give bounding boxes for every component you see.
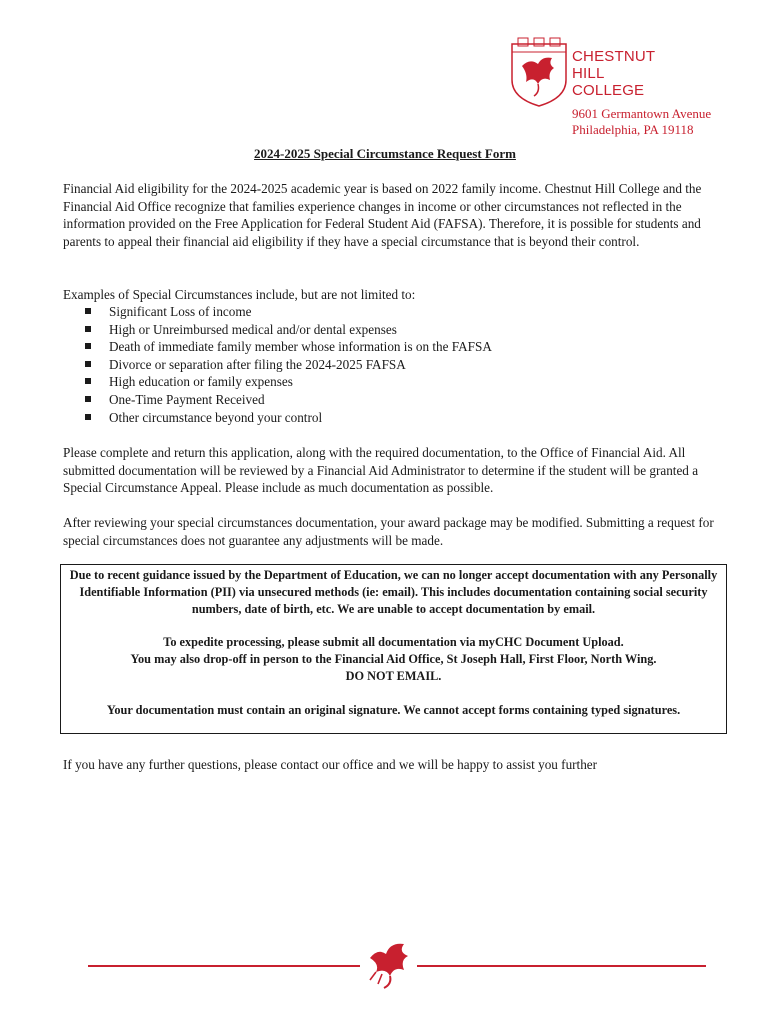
bullet-icon: [85, 378, 91, 384]
examples-list: [85, 303, 492, 426]
list-item-text: High education or family expenses: [109, 374, 293, 390]
address-line: Philadelphia, PA 19118: [572, 122, 694, 137]
list-item-text: One-Time Payment Received: [109, 391, 265, 407]
signature-requirement: Your documentation must contain an original signature. We cannot accept forms containing typed signatures.: [106, 702, 681, 717]
notice-box: [60, 564, 727, 734]
list-item-text: Divorce or separation after filing the 2024-2025 FAFSA: [109, 356, 406, 372]
list-item: [85, 303, 492, 321]
list-item: [85, 338, 492, 356]
examples-intro: Examples of Special Circumstances include, but are not limited to:: [63, 287, 416, 302]
college-name-line: CHESTNUT: [572, 48, 656, 65]
review-paragraph: After reviewing your special circumstances documentation, your award package may be modified. Submitting a request for special circumstances does not guarantee any adjustments will be made.: [63, 515, 714, 548]
college-name-line: COLLEGE: [572, 82, 645, 99]
pii-warning: Due to recent guidance issued by the Department of Education, we can no longer accept documentation with any Personally Identifiable Information (PII) via unsecured methods (ie: email). This includes documentation containing social security numbers, date of birth, etc. We are unable to accept documentation by email.: [69, 568, 718, 616]
list-item: [85, 391, 492, 409]
address-line: 9601 Germantown Avenue: [572, 106, 712, 121]
bullet-icon: [85, 326, 91, 332]
no-email-warning: DO NOT EMAIL.: [345, 668, 442, 683]
list-item-text: Other circumstance beyond your control: [109, 409, 323, 425]
dragon-icon: [364, 938, 414, 990]
bullet-icon: [85, 414, 91, 420]
bullet-icon: [85, 396, 91, 402]
page-title: 2024-2025 Special Circumstance Request Form: [254, 146, 516, 161]
college-name-line: HILL: [572, 65, 605, 82]
closing-paragraph: If you have any further questions, please contact our office and we will be happy to assist you further: [63, 757, 598, 772]
dropoff-instruction: You may also drop-off in person to the Financial Aid Office, St Joseph Hall, First Floor, North Wing.: [130, 652, 657, 667]
list-item: [85, 409, 492, 427]
footer-divider: [417, 965, 706, 967]
list-item-text: High or Unreimbursed medical and/or dental expenses: [109, 321, 397, 337]
footer-divider: [88, 965, 360, 967]
college-name: [572, 48, 655, 99]
list-item-text: Significant Loss of income: [109, 304, 252, 319]
instructions-paragraph: Please complete and return this application, along with the required documentation, to the Office of Financial Aid. All submitted documentation will be reviewed by a Financial Aid Administrator to determine if the student will be granted a Special Circumstance Appeal. Please include as much documentation as possible.: [63, 445, 699, 496]
list-item: [85, 373, 492, 391]
list-item: [85, 321, 492, 339]
dragon-shield-icon: [508, 36, 570, 108]
bullet-icon: [85, 308, 91, 314]
list-item: [85, 356, 492, 374]
upload-instruction: To expedite processing, please submit all documentation via myCHC Document Upload.: [163, 635, 624, 650]
bullet-icon: [85, 361, 91, 367]
bullet-icon: [85, 343, 91, 349]
list-item-text: Death of immediate family member whose information is on the FAFSA: [109, 339, 492, 355]
college-address: [572, 106, 711, 138]
intro-paragraph: Financial Aid eligibility for the 2024-2025 academic year is based on 2022 family income. Chestnut Hill College and the Financial Aid Office recognize that families experience changes in income or other circumstances not reflected in the information provided on the Free Application for Federal Student Aid (FAFSA). Therefore, it is possible for students and parents to appeal their financial aid eligibility if they have a special circumstance that is beyond their control.: [63, 181, 702, 249]
